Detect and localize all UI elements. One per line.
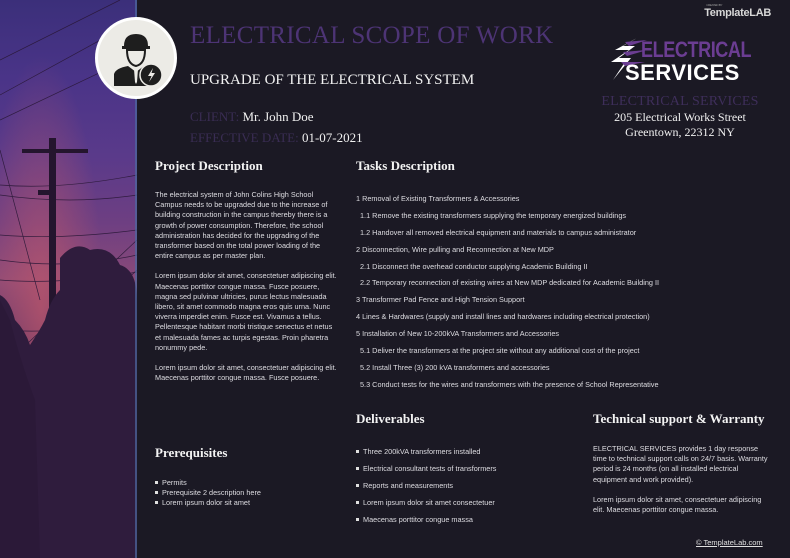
- logo-services-text: SERVICES: [625, 60, 740, 85]
- client-label: CLIENT:: [190, 109, 240, 124]
- electrician-icon: [106, 28, 166, 88]
- logo-electrical-text: ELECTRICAL: [641, 37, 752, 62]
- project-description-body: [155, 190, 337, 383]
- company-logo: [607, 36, 752, 88]
- task-item: 1 Removal of Existing Transformers & Accessories: [356, 194, 520, 203]
- deliverable-item: Electrical consultant tests of transformers: [356, 464, 496, 481]
- templatelab-link[interactable]: © TemplateLab.com: [696, 538, 763, 547]
- technical-support-heading: Technical support & Warranty: [593, 411, 765, 426]
- task-item: 2 Disconnection, Wire pulling and Reconnection at New MDP: [356, 244, 554, 254]
- prerequisites-heading: Prerequisites: [155, 445, 228, 460]
- deliverable-item: Three 200kVA transformers installed: [356, 447, 496, 464]
- task-item: 3 Transformer Pad Fence and High Tension Support: [356, 295, 525, 305]
- deliverable-item: Lorem ipsum dolor sit amet consectetuer: [356, 498, 496, 515]
- task-item: 5 Installation of New 10-200kVA Transformers and Accessories: [356, 329, 560, 339]
- task-subitem: 5.3 Conduct tests for the wires and transformers with the presence of School Representative: [360, 379, 659, 389]
- task-subitem: 2.1 Disconnect the overhead conductor supplying Academic Building II: [360, 261, 588, 271]
- effective-date-label: EFFECTIVE DATE:: [190, 130, 299, 145]
- page-title: ELECTRICAL SCOPE OF WORK: [190, 22, 554, 49]
- deliverable-item: Reports and measurements: [356, 481, 496, 498]
- deliverables-heading: Deliverables: [356, 411, 425, 426]
- project-paragraph: The electrical system of John Colins High School Campus needs to be upgraded due to the increase of building construction in the campus thereby there is a growth of power consumption. Therefore, the school administration has decided for the upgrading of the transformer based on the total power loading of the entire campus as per master plan.: [155, 190, 328, 261]
- company-city: Greentown, 22312 NY: [625, 125, 735, 139]
- deliverables-list: [356, 447, 496, 532]
- project-description-heading: Project Description: [155, 158, 263, 173]
- client-value: Mr. John Doe: [242, 109, 314, 124]
- task-subitem: 1.1 Remove the existing transformers supplying the temporary energized buildings: [360, 210, 627, 220]
- templatelab-brand: [704, 3, 771, 19]
- company-name: ELECTRICAL SERVICES: [601, 94, 759, 109]
- brand-small-label: CREATED BY: [706, 3, 723, 7]
- task-subitem: 5.2 Install Three (3) 200 kVA transformers and accessories: [360, 362, 550, 372]
- project-paragraph: Lorem ipsum dolor sit amet, consectetuer adipiscing elit. Maecenas porttitor congue massa. Fusce posuere, magna sed pulvinar ultricies, purus lectus malesuada libero, sit amet commodo magna eros quis urna. Nunc viverra imperdiet enim. Fusce est. Vivamus a tellus. Pellentesque habitant morbi tristique senectus et netus et malesuada fames ac turpis egestas. Proin pharetra nonummy pede.: [155, 271, 337, 352]
- effective-date-value: 01-07-2021: [301, 130, 363, 145]
- tasks-heading: Tasks Description: [356, 158, 455, 173]
- technical-support-body: [593, 444, 773, 515]
- task-item: 4 Lines & Hardwares (supply and install lines and hardwares including electrical protection): [356, 312, 650, 322]
- tasks-list: [356, 194, 659, 397]
- prerequisites-list: [155, 478, 261, 508]
- client-row: [190, 109, 314, 125]
- company-street: 205 Electrical Works Street: [614, 110, 746, 124]
- deliverable-item: Maecenas porttitor congue massa: [356, 515, 496, 532]
- support-paragraph: ELECTRICAL SERVICES provides 1 day response time to technical support calls on 24/7 basis. Warranty period is 24 months (on all installed electrical equipment and work provided).: [593, 444, 768, 484]
- prerequisite-item: Permits: [155, 478, 261, 488]
- task-subitem: 5.1 Deliver the transformers at the project site without any additional cost of the project: [360, 346, 640, 356]
- prerequisite-item: Lorem ipsum dolor sit amet: [155, 498, 261, 508]
- avatar: [95, 17, 177, 99]
- brand-name: TemplateLAB: [704, 7, 771, 19]
- page-subtitle: UPGRADE OF THE ELECTRICAL SYSTEM: [190, 72, 475, 88]
- support-paragraph: Lorem ipsum dolor sit amet, consectetuer adipiscing elit. Maecenas porttitor congue massa.: [593, 494, 762, 515]
- prerequisite-item: Prerequisite 2 description here: [155, 488, 261, 498]
- task-subitem: 1.2 Handover all removed electrical equipment and materials to campus administrator: [360, 227, 637, 237]
- project-paragraph: Lorem ipsum dolor sit amet, consectetuer adipiscing elit. Maecenas porttitor congue massa. Fusce posuere.: [155, 363, 337, 383]
- effective-date-row: [190, 130, 363, 146]
- task-subitem: 2.2 Temporary reconnection of existing wires at New MDP dedicated for Academic Building II: [360, 278, 660, 288]
